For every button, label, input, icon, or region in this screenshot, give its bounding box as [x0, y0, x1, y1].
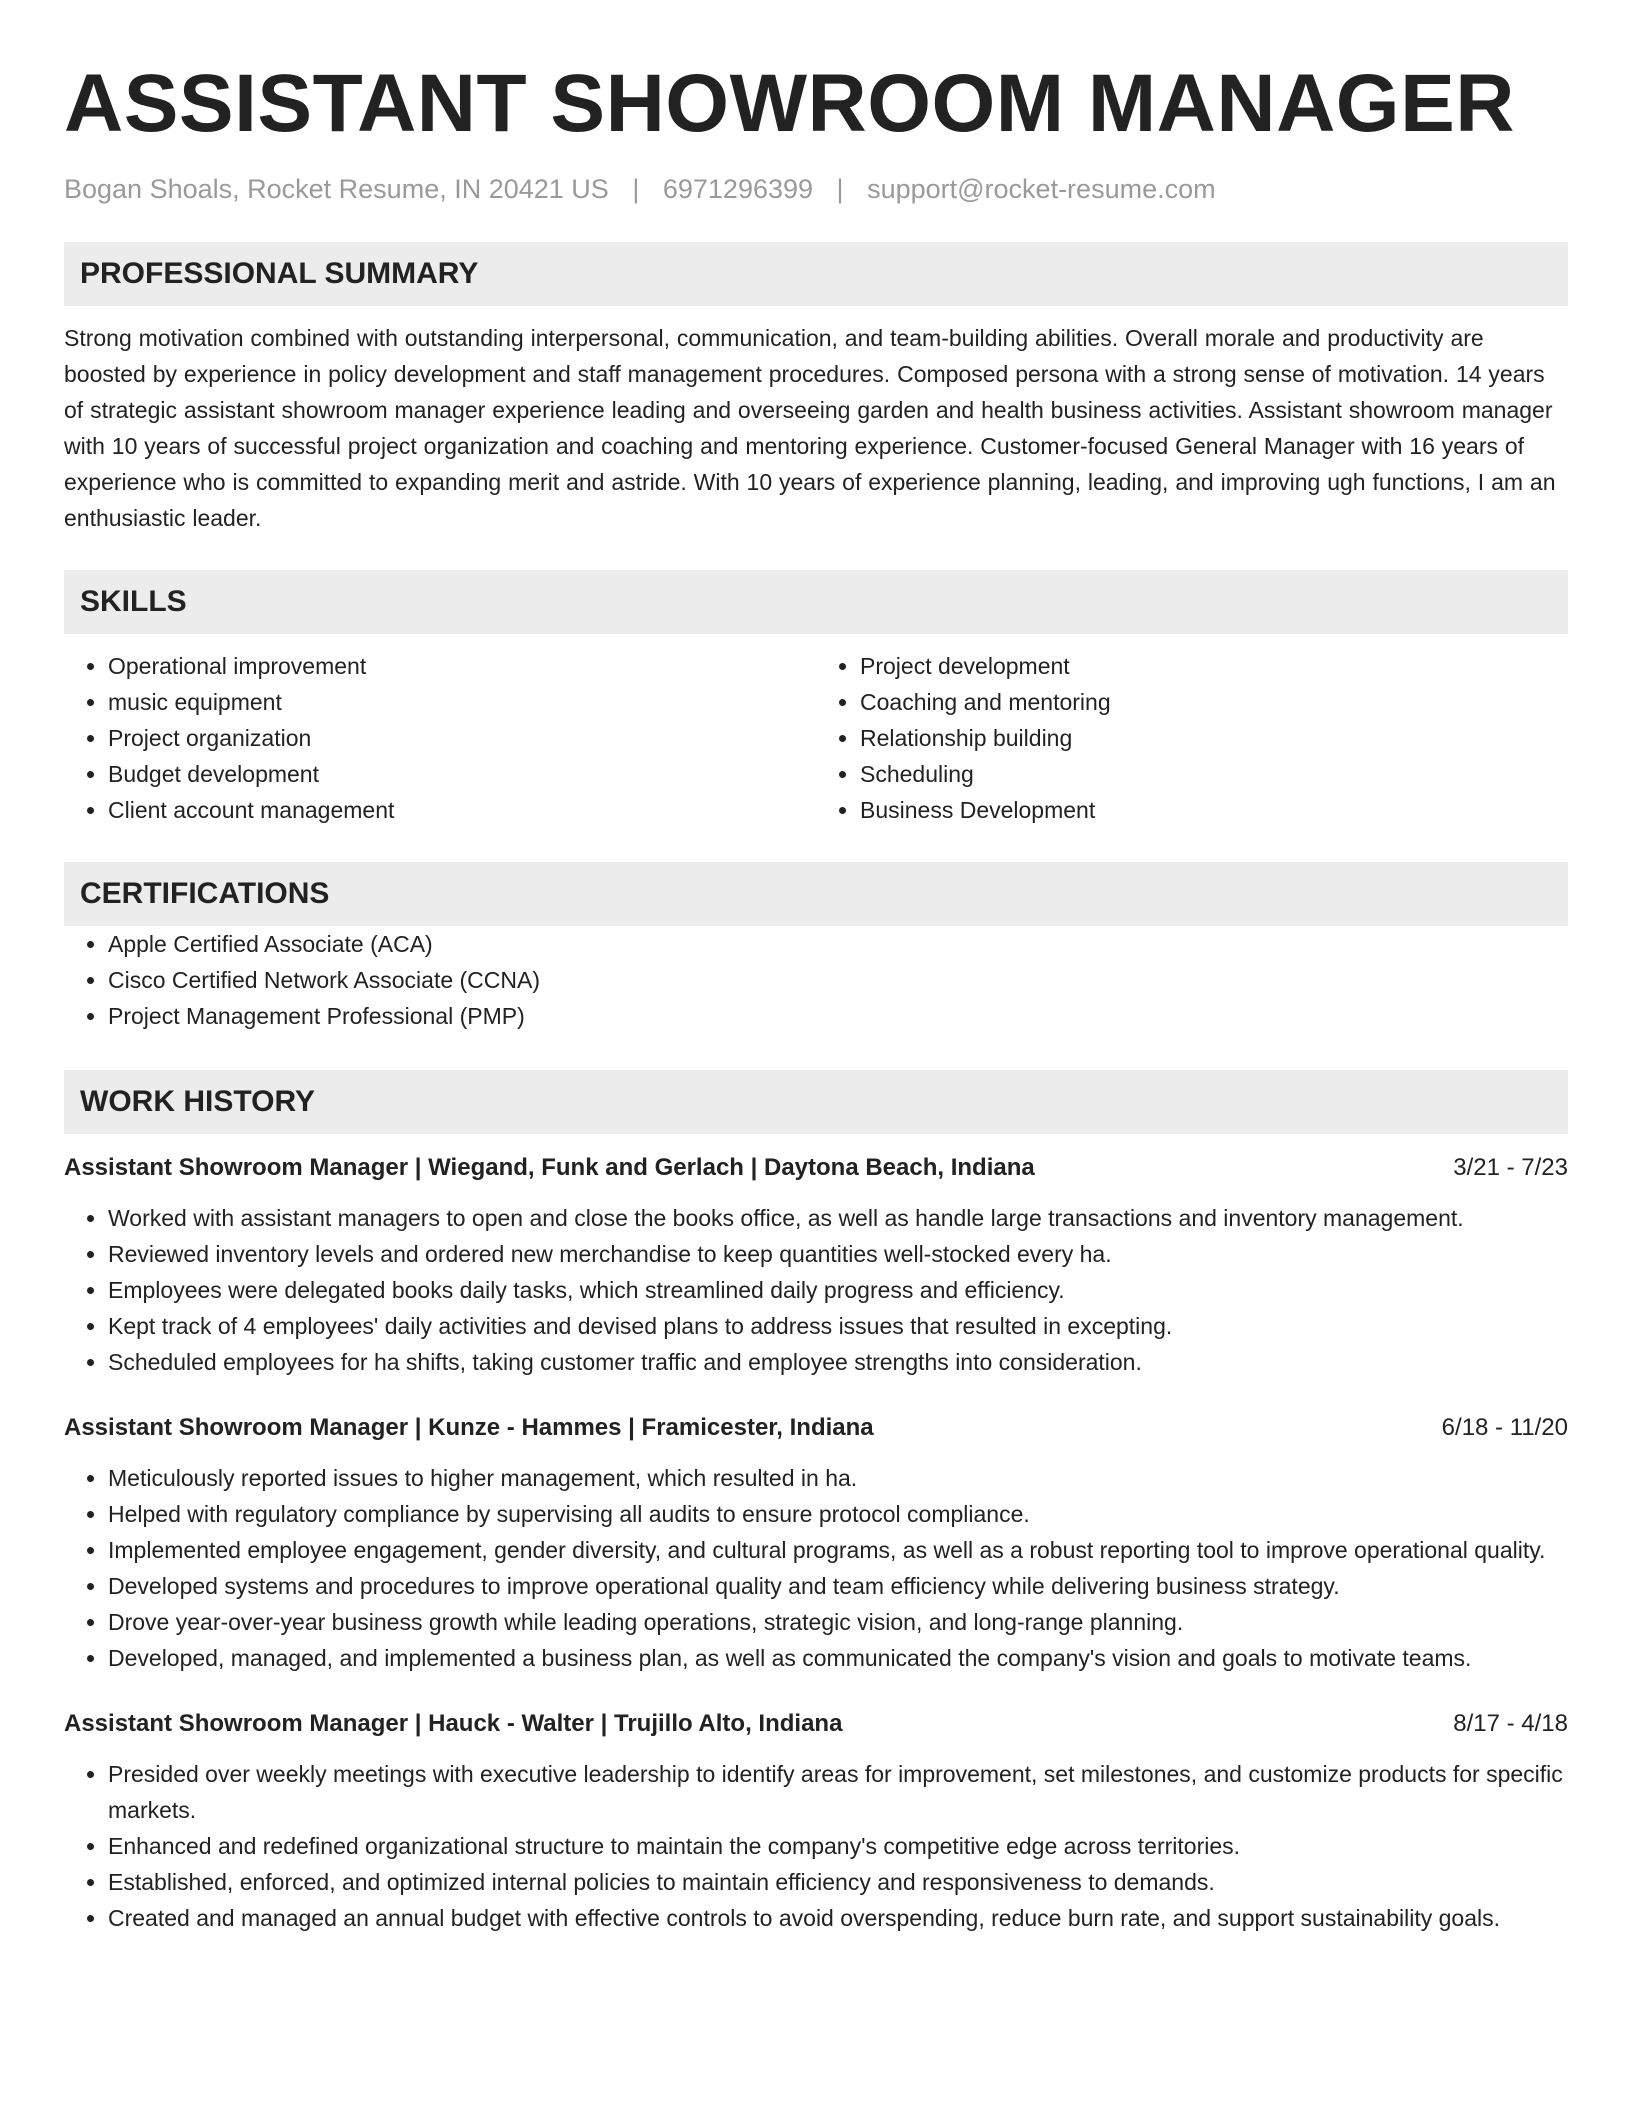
list-item: • Operational improvement [108, 648, 816, 684]
list-item: • Business Development [860, 792, 1568, 828]
job-entry [64, 1410, 1568, 1676]
list-item: • Project organization [108, 720, 816, 756]
list-item: • Enhanced and redefined organizational structure to maintain the company's competitive edge across territories. [108, 1828, 1568, 1864]
list-item: • Drove year-over-year business growth while leading operations, strategic vision, and long-range planning. [108, 1604, 1568, 1640]
list-item: • Developed systems and procedures to improve operational quality and team efficiency while delivering business strategy. [108, 1568, 1568, 1604]
work-history-heading: WORK HISTORY [64, 1070, 1568, 1134]
list-item: • Developed, managed, and implemented a business plan, as well as communicated the company's vision and goals to motivate teams. [108, 1640, 1568, 1676]
list-item: • Scheduled employees for ha shifts, taking customer traffic and employee strengths into consideration. [108, 1344, 1568, 1380]
list-item: • Apple Certified Associate (ACA) [108, 926, 1568, 962]
skills-column-left [64, 648, 816, 828]
job-dates: 8/17 - 4/18 [1453, 1710, 1568, 1737]
contact-address: Bogan Shoals, Rocket Resume, IN 20421 US [64, 174, 609, 204]
job-entry [64, 1150, 1568, 1380]
contact-line [64, 172, 1568, 206]
list-item: • Meticulously reported issues to higher management, which resulted in ha. [108, 1460, 1568, 1496]
skills-list-left [64, 648, 816, 828]
list-item: • Project development [860, 648, 1568, 684]
job-dates: 3/21 - 7/23 [1453, 1154, 1568, 1181]
certifications-section [64, 862, 1568, 1034]
certifications-heading: CERTIFICATIONS [64, 862, 1568, 926]
list-item: • Client account management [108, 792, 816, 828]
contact-separator: | [836, 174, 844, 204]
list-item: • Coaching and mentoring [860, 684, 1568, 720]
list-item: • Relationship building [860, 720, 1568, 756]
certifications-list [64, 926, 1568, 1034]
list-item: • music equipment [108, 684, 816, 720]
skills-column-right [816, 648, 1568, 828]
list-item: • Created and managed an annual budget with effective controls to avoid overspending, reduce burn rate, and support sustainability goals. [108, 1900, 1568, 1936]
job-title: Assistant Showroom Manager | Hauck - Walter | Trujillo Alto, Indiana [64, 1710, 843, 1737]
summary-section [64, 242, 1568, 536]
list-item: • Project Management Professional (PMP) [108, 998, 1568, 1034]
candidate-name: ASSISTANT SHOWROOM MANAGER [64, 58, 1516, 149]
list-item: • Budget development [108, 756, 816, 792]
job-entry [64, 1706, 1568, 1936]
contact-separator: | [632, 174, 640, 204]
job-title: Assistant Showroom Manager | Kunze - Hammes | Framicester, Indiana [64, 1414, 874, 1441]
list-item: • Presided over weekly meetings with executive leadership to identify areas for improvement, set milestones, and customize products for specific markets. [108, 1756, 1568, 1828]
list-item: • Worked with assistant managers to open and close the books office, as well as handle large transactions and inventory management. [108, 1200, 1568, 1236]
job-bullets [64, 1756, 1568, 1936]
list-item: • Reviewed inventory levels and ordered new merchandise to keep quantities well-stocked every ha. [108, 1236, 1568, 1272]
summary-text: Strong motivation combined with outstanding interpersonal, communication, and team-building abilities. Overall morale and productivity are boosted by experience in policy development and staff management procedures. Composed persona with a strong sense of motivation. 14 years of strategic assistant showroom manager experience leading and overseeing garden and health business activities. Assistant showroom manager with 10 years of successful project organization and coaching and mentoring experience. Customer-focused General Manager with 16 years of experience who is committed to expanding merit and astride. With 10 years of experience planning, leading, and improving ugh functions, I am an enthusiastic leader. [64, 325, 1556, 531]
job-header [64, 1706, 1568, 1742]
list-item: • Employees were delegated books daily tasks, which streamlined daily progress and efficiency. [108, 1272, 1568, 1308]
list-item: • Implemented employee engagement, gender diversity, and cultural programs, as well as a robust reporting tool to improve operational quality. [108, 1532, 1568, 1568]
skills-list-right [816, 648, 1568, 828]
skills-heading: SKILLS [64, 570, 1568, 634]
job-dates: 6/18 - 11/20 [1441, 1414, 1568, 1441]
job-bullets [64, 1460, 1568, 1676]
contact-email: support@rocket-resume.com [867, 174, 1216, 204]
skills-section [64, 570, 1568, 828]
job-title: Assistant Showroom Manager | Wiegand, Funk and Gerlach | Daytona Beach, Indiana [64, 1154, 1035, 1181]
list-item: • Kept track of 4 employees' daily activities and devised plans to address issues that resulted in excepting. [108, 1308, 1568, 1344]
list-item: • Cisco Certified Network Associate (CCNA) [108, 962, 1568, 998]
job-bullets [64, 1200, 1568, 1380]
job-header [64, 1410, 1568, 1446]
work-history-section [64, 1070, 1568, 1936]
list-item: • Helped with regulatory compliance by supervising all audits to ensure protocol compliance. [108, 1496, 1568, 1532]
job-header [64, 1150, 1568, 1186]
skills-grid [64, 648, 1568, 828]
summary-heading: PROFESSIONAL SUMMARY [64, 242, 1568, 306]
list-item: • Established, enforced, and optimized internal policies to maintain efficiency and responsiveness to demands. [108, 1864, 1568, 1900]
list-item: • Scheduling [860, 756, 1568, 792]
contact-phone: 6971296399 [662, 174, 814, 204]
